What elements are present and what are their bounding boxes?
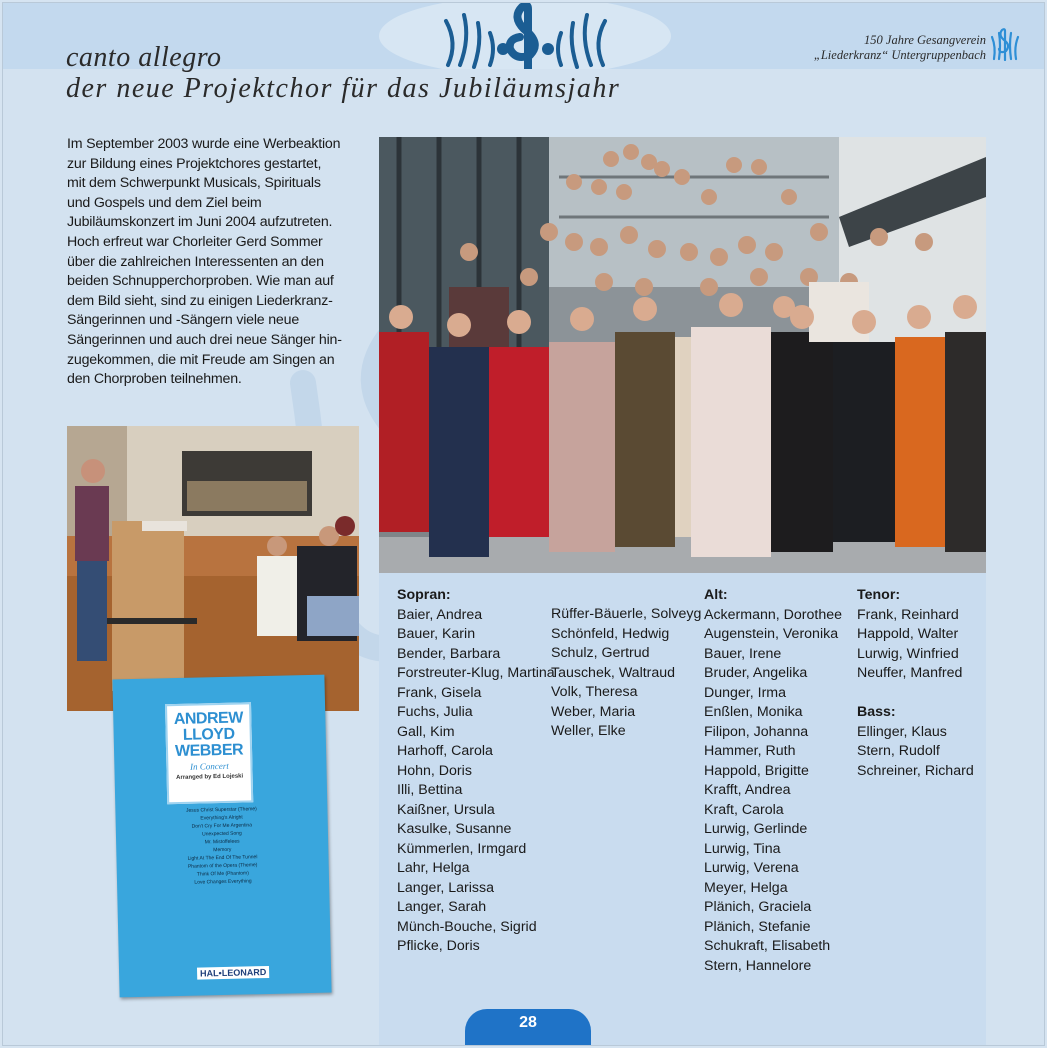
cover-song: Light At The End Of The Tunnel bbox=[187, 854, 258, 862]
singer-name: Langer, Larissa bbox=[397, 879, 495, 896]
singer-name: Dunger, Irma bbox=[704, 684, 787, 701]
page bbox=[2, 2, 1045, 1046]
singer-name: Hammer, Ruth bbox=[704, 743, 796, 759]
cover-song: Don't Cry For Me Argentina bbox=[191, 822, 253, 830]
singer-name: Weller, Elke bbox=[551, 723, 626, 739]
intro-line: Jubiläumskonzert im Juni 2004 aufzutreten. bbox=[67, 214, 333, 231]
singer-name: Gall, Kim bbox=[397, 723, 455, 740]
singer-name: Fuchs, Julia bbox=[397, 704, 473, 720]
singer-name: Kümmerlen, Irmgard bbox=[397, 840, 527, 857]
singer-name: Baier, Andrea bbox=[397, 606, 483, 623]
sopran-column-1 bbox=[397, 586, 555, 957]
intro-line: Im September 2003 wurde eine Werbeaktion bbox=[67, 136, 341, 152]
singer-name: Bender, Barbara bbox=[397, 645, 501, 662]
singer-name: Stern, Hannelore bbox=[704, 957, 812, 974]
intro-line: beiden Schnupperchorproben. Wie man auf bbox=[67, 273, 334, 290]
sopran-heading: Sopran: bbox=[397, 587, 451, 603]
singer-name: Lurwig, Gerlinde bbox=[704, 821, 808, 837]
cover-arranger: Arranged by Ed Lojeski bbox=[176, 773, 244, 782]
spacer bbox=[857, 684, 974, 704]
intro-line: dem Bild sieht, sind zu einigen Liederkranz- bbox=[67, 292, 333, 309]
singer-name: Neuffer, Manfred bbox=[857, 665, 963, 681]
singer-name: Ackermann, Dorothee bbox=[704, 606, 843, 623]
intro-line: mit dem Schwerpunkt Musicals, Spirituals bbox=[67, 175, 321, 192]
intro-line: den Chorproben teilnehmen. bbox=[67, 371, 242, 388]
alt-column bbox=[704, 586, 842, 976]
intro-line: und Gospels und dem Ziel beim bbox=[67, 194, 262, 211]
cover-song: Phantom of the Opera (Theme) bbox=[187, 862, 258, 870]
publisher-logo: HAL•LEONARD bbox=[197, 966, 269, 980]
singer-name: Ellinger, Klaus bbox=[857, 723, 947, 740]
songbook-cover bbox=[112, 675, 331, 998]
singer-name: Illi, Bettina bbox=[397, 782, 463, 798]
cover-song: Love Changes Everything bbox=[194, 878, 252, 886]
clef-logo-icon bbox=[988, 27, 1022, 61]
sopran-column-2 bbox=[551, 605, 701, 742]
singer-name: Kraft, Carola bbox=[704, 801, 784, 818]
cover-name-1: ANDREW bbox=[173, 709, 244, 729]
singer-name: Langer, Sarah bbox=[397, 899, 487, 915]
cover-title-box bbox=[165, 702, 253, 804]
singer-name: Schulz, Gertrud bbox=[551, 645, 650, 661]
cover-song: Mr. Mistoffelees bbox=[204, 838, 240, 846]
page-title bbox=[66, 43, 620, 105]
singer-name: Schukraft, Elisabeth bbox=[704, 938, 831, 954]
singer-name: Kasulke, Susanne bbox=[397, 821, 512, 837]
alt-heading: Alt: bbox=[704, 587, 728, 603]
singer-name: Schönfeld, Hedwig bbox=[551, 625, 670, 642]
rehearsal-photo-illustration bbox=[67, 426, 359, 711]
singer-name: Forstreuter-Klug, Martina bbox=[397, 665, 555, 681]
singer-name: Happold, Walter bbox=[857, 626, 959, 642]
singer-name: Filipon, Johanna bbox=[704, 723, 809, 740]
rehearsal-photo bbox=[67, 426, 359, 711]
singer-name: Hohn, Doris bbox=[397, 762, 472, 779]
singer-name: Lurwig, Winfried bbox=[857, 645, 959, 662]
singer-name: Plänich, Stefanie bbox=[704, 918, 811, 935]
singer-name: Stern, Rudolf bbox=[857, 743, 940, 759]
singer-name: Happold, Brigitte bbox=[704, 762, 809, 779]
singer-name: Münch-Bouche, Sigrid bbox=[397, 918, 537, 935]
intro-text bbox=[67, 135, 367, 390]
intro-line: Hoch erfreut war Chorleiter Gerd Sommer bbox=[67, 233, 323, 250]
intro-line: Sängerinnen und -Sängern viele neue bbox=[67, 312, 300, 329]
intro-line: Sängerinnen und auch drei neue Sänger hin- bbox=[67, 331, 342, 348]
singer-name: Frank, Gisela bbox=[397, 684, 482, 701]
singer-name: Harhoff, Carola bbox=[397, 743, 493, 759]
cover-subtitle: In Concert bbox=[189, 760, 229, 772]
bass-heading: Bass: bbox=[857, 704, 896, 720]
choir-group-photo bbox=[379, 137, 986, 573]
cover-song: Memory bbox=[213, 846, 232, 854]
singer-name: Bruder, Angelika bbox=[704, 665, 808, 681]
singer-name: Kaißner, Ursula bbox=[397, 801, 495, 818]
cover-name-3: WEBBER bbox=[174, 741, 244, 761]
singer-name: Frank, Reinhard bbox=[857, 606, 959, 623]
header-line-2: „Liederkranz“ Untergruppenbach bbox=[813, 48, 986, 62]
singer-name: Schreiner, Richard bbox=[857, 762, 974, 779]
singer-name: Krafft, Andrea bbox=[704, 782, 791, 798]
singer-name: Bauer, Irene bbox=[704, 645, 782, 662]
header-line-1: 150 Jahre Gesangverein bbox=[864, 33, 986, 47]
intro-line: zugekommen, die mit Freude am Singen an bbox=[67, 351, 335, 368]
tenor-heading: Tenor: bbox=[857, 587, 901, 603]
singer-name: Volk, Theresa bbox=[551, 684, 638, 700]
singer-name: Rüffer-Bäuerle, Solveyg bbox=[551, 606, 702, 622]
intro-line: über die zahlreichen Interessenten an den bbox=[67, 253, 324, 270]
singer-name: Lahr, Helga bbox=[397, 860, 470, 876]
cover-song: Unexpected Song bbox=[202, 830, 242, 838]
singer-name: Weber, Maria bbox=[551, 703, 636, 720]
singer-name: Meyer, Helga bbox=[704, 879, 788, 896]
intro-line: zur Bildung eines Projektchores gestartet, bbox=[67, 155, 322, 172]
cover-name-2: LLOYD bbox=[182, 725, 235, 744]
singer-name: Bauer, Karin bbox=[397, 626, 476, 642]
cover-song: Think Of Me (Phantom) bbox=[196, 870, 249, 878]
singer-name: Lurwig, Verena bbox=[704, 860, 799, 876]
publication-header bbox=[814, 33, 1022, 63]
tenor-bass-column bbox=[857, 586, 974, 781]
choir-photo-illustration bbox=[379, 137, 986, 573]
singer-name: Tauschek, Waltraud bbox=[551, 664, 676, 681]
singer-name: Lurwig, Tina bbox=[704, 840, 781, 857]
cover-song: Everything's Alright bbox=[200, 814, 243, 822]
singer-name: Augenstein, Veronika bbox=[704, 626, 839, 642]
singer-name: Pflicke, Doris bbox=[397, 938, 480, 954]
title-line-1: canto allegro bbox=[66, 42, 222, 73]
singer-name: Plänich, Graciela bbox=[704, 899, 812, 915]
singer-name: Enßlen, Monika bbox=[704, 704, 803, 720]
title-line-2: der neue Projektchor für das Jubiläumsjahr bbox=[66, 73, 621, 104]
cover-song: Jesus Christ Superstar (Theme) bbox=[185, 806, 257, 814]
page-number: 28 bbox=[519, 1014, 537, 1031]
